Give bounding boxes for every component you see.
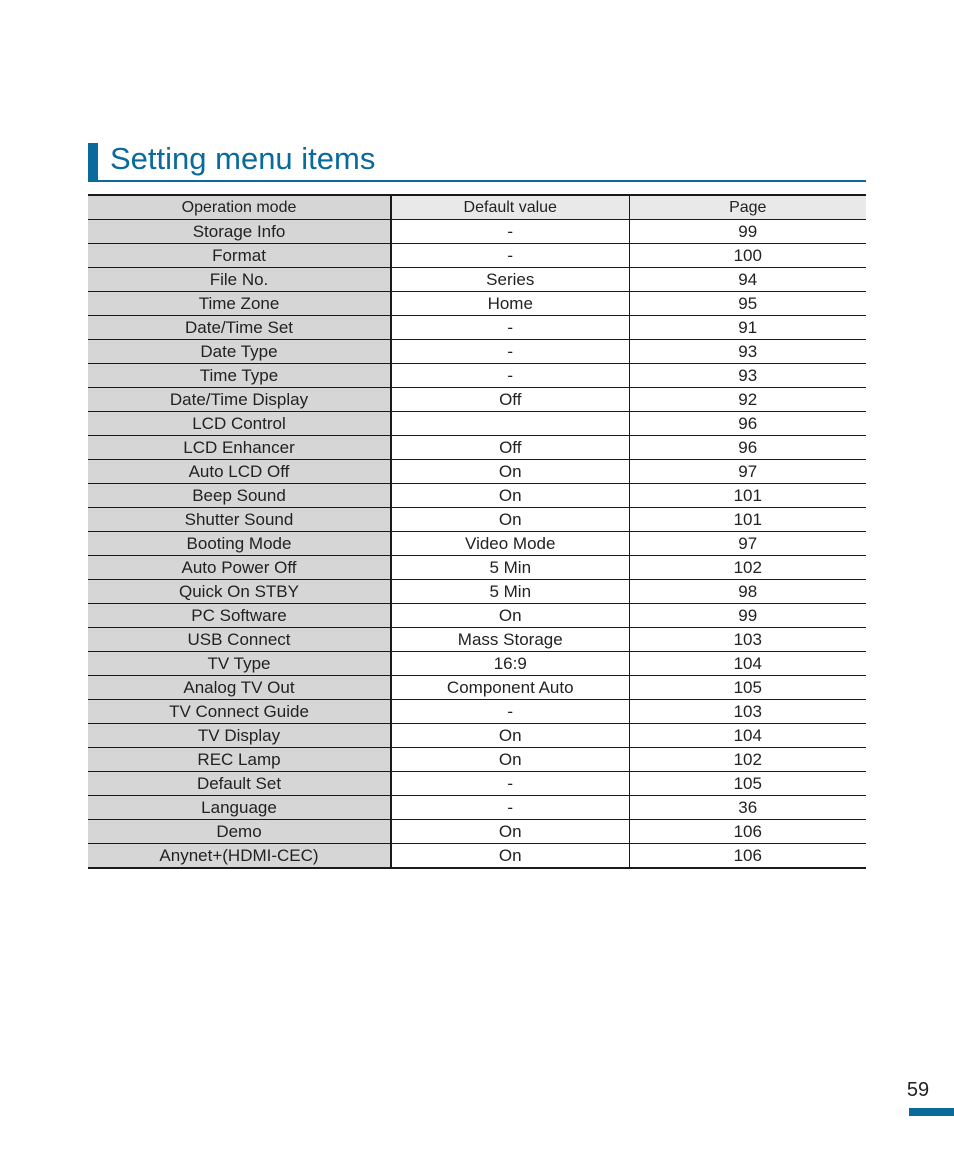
- table-row: [88, 340, 866, 364]
- table-row: [88, 580, 866, 604]
- page-cell: 106: [733, 846, 762, 865]
- operation-mode-cell: Default Set: [88, 772, 391, 796]
- default-value-cell: On: [391, 748, 629, 772]
- default-value-cell: [391, 412, 629, 436]
- table-row: [88, 748, 866, 772]
- page-number-accent-bar: [909, 1108, 954, 1116]
- page-cell: 100: [629, 244, 866, 268]
- operation-mode-cell: TV Type: [88, 652, 391, 676]
- operation-mode-cell: REC Lamp: [88, 748, 391, 772]
- page-cell: 99: [629, 604, 866, 628]
- default-value-cell: 5 Min: [391, 556, 629, 580]
- page-cell: 93: [629, 340, 866, 364]
- default-value-cell: -: [391, 796, 629, 820]
- page-cell: 104: [629, 724, 866, 748]
- table-row: [88, 364, 866, 388]
- default-value-cell: On: [391, 820, 629, 844]
- default-value-cell: -: [391, 340, 629, 364]
- operation-mode-cell: Demo: [88, 820, 391, 844]
- default-value-cell: Off: [391, 388, 629, 412]
- operation-mode-cell: Language: [88, 796, 391, 820]
- operation-mode-cell: USB Connect: [88, 628, 391, 652]
- default-value-cell: Component Auto: [391, 676, 629, 700]
- table-row: [88, 772, 866, 796]
- default-value-cell: On: [391, 484, 629, 508]
- table-row: [88, 316, 866, 340]
- operation-mode-cell: Beep Sound: [88, 484, 391, 508]
- page-title: Setting menu items: [110, 141, 376, 176]
- page-cell: 103: [629, 700, 866, 724]
- table-row: [88, 292, 866, 316]
- table-row: [88, 700, 866, 724]
- page-cell: 104: [629, 652, 866, 676]
- operation-mode-cell: File No.: [88, 268, 391, 292]
- page-cell: 101: [629, 484, 866, 508]
- column-header-page: Page: [629, 195, 866, 220]
- page-cell: 99: [629, 220, 866, 244]
- page-cell: 92: [629, 388, 866, 412]
- page-cell: 93: [629, 364, 866, 388]
- operation-mode-cell: Format: [88, 244, 391, 268]
- table-row: [88, 436, 866, 460]
- default-value-cell: -: [391, 364, 629, 388]
- table-row: [88, 412, 866, 436]
- table-header-row: [88, 195, 866, 220]
- default-value-cell: Series: [391, 268, 629, 292]
- page-cell: 102: [629, 556, 866, 580]
- page-number: 59: [906, 1079, 930, 1101]
- page-cell: 105: [629, 772, 866, 796]
- operation-mode-cell: Time Type: [88, 364, 391, 388]
- page-cell: 105: [629, 676, 866, 700]
- operation-mode-cell: Storage Info: [88, 220, 391, 244]
- column-header-default-value: Default value: [391, 195, 629, 220]
- table-row: [88, 508, 866, 532]
- operation-mode-cell: Shutter Sound: [88, 508, 391, 532]
- operation-mode-cell: Booting Mode: [88, 532, 391, 556]
- default-value-cell: -: [391, 220, 629, 244]
- operation-mode-cell: Time Zone: [88, 292, 391, 316]
- page-cell: 97: [629, 532, 866, 556]
- operation-mode-cell: LCD Enhancer: [88, 436, 391, 460]
- table-row: [88, 652, 866, 676]
- page-cell: 91: [629, 316, 866, 340]
- operation-mode-cell: Anynet+(HDMI-CEC): [88, 844, 391, 869]
- operation-mode-cell: TV Display: [88, 724, 391, 748]
- operation-mode-cell: Analog TV Out: [88, 676, 391, 700]
- table-row: [88, 724, 866, 748]
- page-cell: 95: [629, 292, 866, 316]
- column-header-operation-mode: Operation mode: [88, 195, 391, 220]
- table-row: [88, 628, 866, 652]
- operation-mode-cell: Auto Power Off: [88, 556, 391, 580]
- table-row: [88, 676, 866, 700]
- table-body: [88, 220, 866, 869]
- default-value-cell: -: [391, 244, 629, 268]
- page-cell: 96: [629, 412, 866, 436]
- table-row: [88, 796, 866, 820]
- default-value-cell: On: [391, 724, 629, 748]
- default-value-cell: On: [391, 604, 629, 628]
- table-row: [88, 532, 866, 556]
- page-cell: 97: [629, 460, 866, 484]
- table-row: [88, 220, 866, 244]
- page-cell: 101: [629, 508, 866, 532]
- default-value-cell: Home: [391, 292, 629, 316]
- table-row: [88, 820, 866, 844]
- table-row: [88, 268, 866, 292]
- default-value-cell: Mass Storage: [391, 628, 629, 652]
- default-value-cell: Video Mode: [391, 532, 629, 556]
- default-value-cell: 16:9: [391, 652, 629, 676]
- section-heading: [88, 143, 866, 182]
- table-row: [88, 388, 866, 412]
- default-value-cell: -: [391, 316, 629, 340]
- table-row: [88, 460, 866, 484]
- table-row: [88, 244, 866, 268]
- page-cell: 103: [629, 628, 866, 652]
- page-cell: 98: [629, 580, 866, 604]
- page-cell: 96: [629, 436, 866, 460]
- settings-table: [88, 194, 866, 869]
- default-value-cell: Off: [391, 436, 629, 460]
- default-value-cell: -: [391, 700, 629, 724]
- default-value-cell: On: [391, 460, 629, 484]
- page-cell: 102: [629, 748, 866, 772]
- table-row: [88, 604, 866, 628]
- default-value-cell: On: [391, 508, 629, 532]
- operation-mode-cell: Date/Time Display: [88, 388, 391, 412]
- operation-mode-cell: PC Software: [88, 604, 391, 628]
- default-value-cell: 5 Min: [391, 580, 629, 604]
- page-cell: 36: [629, 796, 866, 820]
- operation-mode-cell: Quick On STBY: [88, 580, 391, 604]
- heading-accent-bar: [88, 143, 98, 180]
- operation-mode-cell: TV Connect Guide: [88, 700, 391, 724]
- default-value-cell: -: [391, 772, 629, 796]
- page-cell: 94: [629, 268, 866, 292]
- table-row: [88, 556, 866, 580]
- page-cell: 106: [629, 820, 866, 844]
- operation-mode-cell: Date/Time Set: [88, 316, 391, 340]
- operation-mode-cell: LCD Control: [88, 412, 391, 436]
- default-value-cell: On: [391, 844, 629, 869]
- table-row: [88, 484, 866, 508]
- table-row: [88, 844, 866, 869]
- operation-mode-cell: Date Type: [88, 340, 391, 364]
- operation-mode-cell: Auto LCD Off: [88, 460, 391, 484]
